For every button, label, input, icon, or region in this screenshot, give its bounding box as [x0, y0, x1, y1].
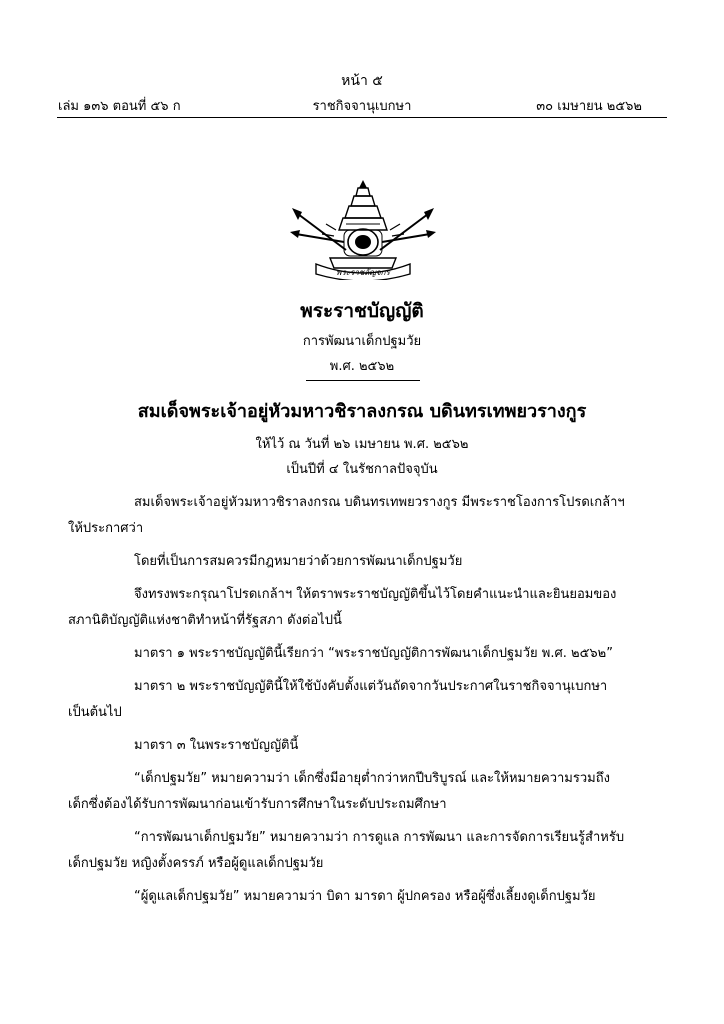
king-name: สมเด็จพระเจ้าอยู่หัวมหาวชิราลงกรณ บดินทรเทพยวรางกูร [137, 401, 587, 422]
preamble-line-2: ให้ประกาศว่า [68, 521, 144, 536]
volume-issue: เล่ม ๑๓๖ ตอนที่ ๕๖ ก [58, 99, 181, 114]
definition-2-line-1: “การพัฒนาเด็กปฐมวัย” หมายความว่า การดูแล การพัฒนา และการจัดการเรียนรู้สำหรับ [134, 830, 625, 845]
royal-emblem-icon [286, 178, 440, 280]
page-number: หน้า ๕ [341, 73, 383, 89]
svg-text:พระราชลัญจกร: พระราชลัญจกร [336, 268, 390, 277]
definition-2-line-2: เด็กปฐมวัย หญิงตั้งครรภ์ หรือผู้ดูแลเด็กปฐมวัย [68, 856, 324, 871]
definition-3: “ผู้ดูแลเด็กปฐมวัย” หมายความว่า บิดา มารดา ผู้ปกครอง หรือผู้ซึ่งเลี้ยงดูเด็กปฐมวัย [134, 889, 596, 904]
document-title: พระราชบัญญัติ [300, 300, 424, 322]
section-2-line-1: มาตรา ๒ พระราชบัญญัตินี้ให้ใช้บังคับตั้งแต่วันถัดจากวันประกาศในราชกิจจานุเบกษา [134, 679, 608, 694]
title-rule [306, 380, 420, 381]
definition-1-line-2: เด็กซึ่งต้องได้รับการพัฒนาก่อนเข้ารับการศึกษาในระดับประถมศึกษา [68, 797, 447, 812]
reign-year: เป็นปีที่ ๔ ในรัชกาลปัจจุบัน [286, 462, 438, 477]
section-2-line-2: เป็นต้นไป [68, 705, 122, 720]
preamble-reason: โดยที่เป็นการสมควรมีกฎหมายว่าด้วยการพัฒนาเด็กปฐมวัย [134, 554, 463, 569]
section-1: มาตรา ๑ พระราชบัญญัตินี้เรียกว่า “พระราชบัญญัติการพัฒนาเด็กปฐมวัย พ.ศ. ๒๕๖๒” [134, 646, 613, 661]
enactment-line-1: จึงทรงพระกรุณาโปรดเกล้าฯ ให้ตราพระราชบัญญัติขึ้นไว้โดยคำแนะนำและยินยอมของ [134, 587, 617, 602]
gazette-name: ราชกิจจานุเบกษา [312, 99, 412, 114]
given-date: ให้ไว้ ณ วันที่ ๒๖ เมษายน พ.ศ. ๒๕๖๒ [255, 437, 469, 452]
section-3: มาตรา ๓ ในพระราชบัญญัตินี้ [134, 738, 299, 753]
publication-date: ๓๐ เมษายน ๒๕๖๒ [536, 99, 642, 114]
preamble-line-1: สมเด็จพระเจ้าอยู่หัวมหาวชิราลงกรณ บดินทรเทพยวรางกูร มีพระราชโองการโปรดเกล้าฯ [134, 495, 625, 510]
header-rule [57, 117, 667, 118]
enactment-line-2: สภานิติบัญญัติแห่งชาติทำหน้าที่รัฐสภา ดังต่อไปนี้ [68, 613, 342, 628]
document-year: พ.ศ. ๒๕๖๒ [329, 359, 395, 374]
document-subtitle: การพัฒนาเด็กปฐมวัย [302, 334, 422, 349]
definition-1-line-1: “เด็กปฐมวัย” หมายความว่า เด็กซึ่งมีอายุต่ำกว่าหกปีบริบูรณ์ และให้หมายความรวมถึง [134, 771, 610, 786]
